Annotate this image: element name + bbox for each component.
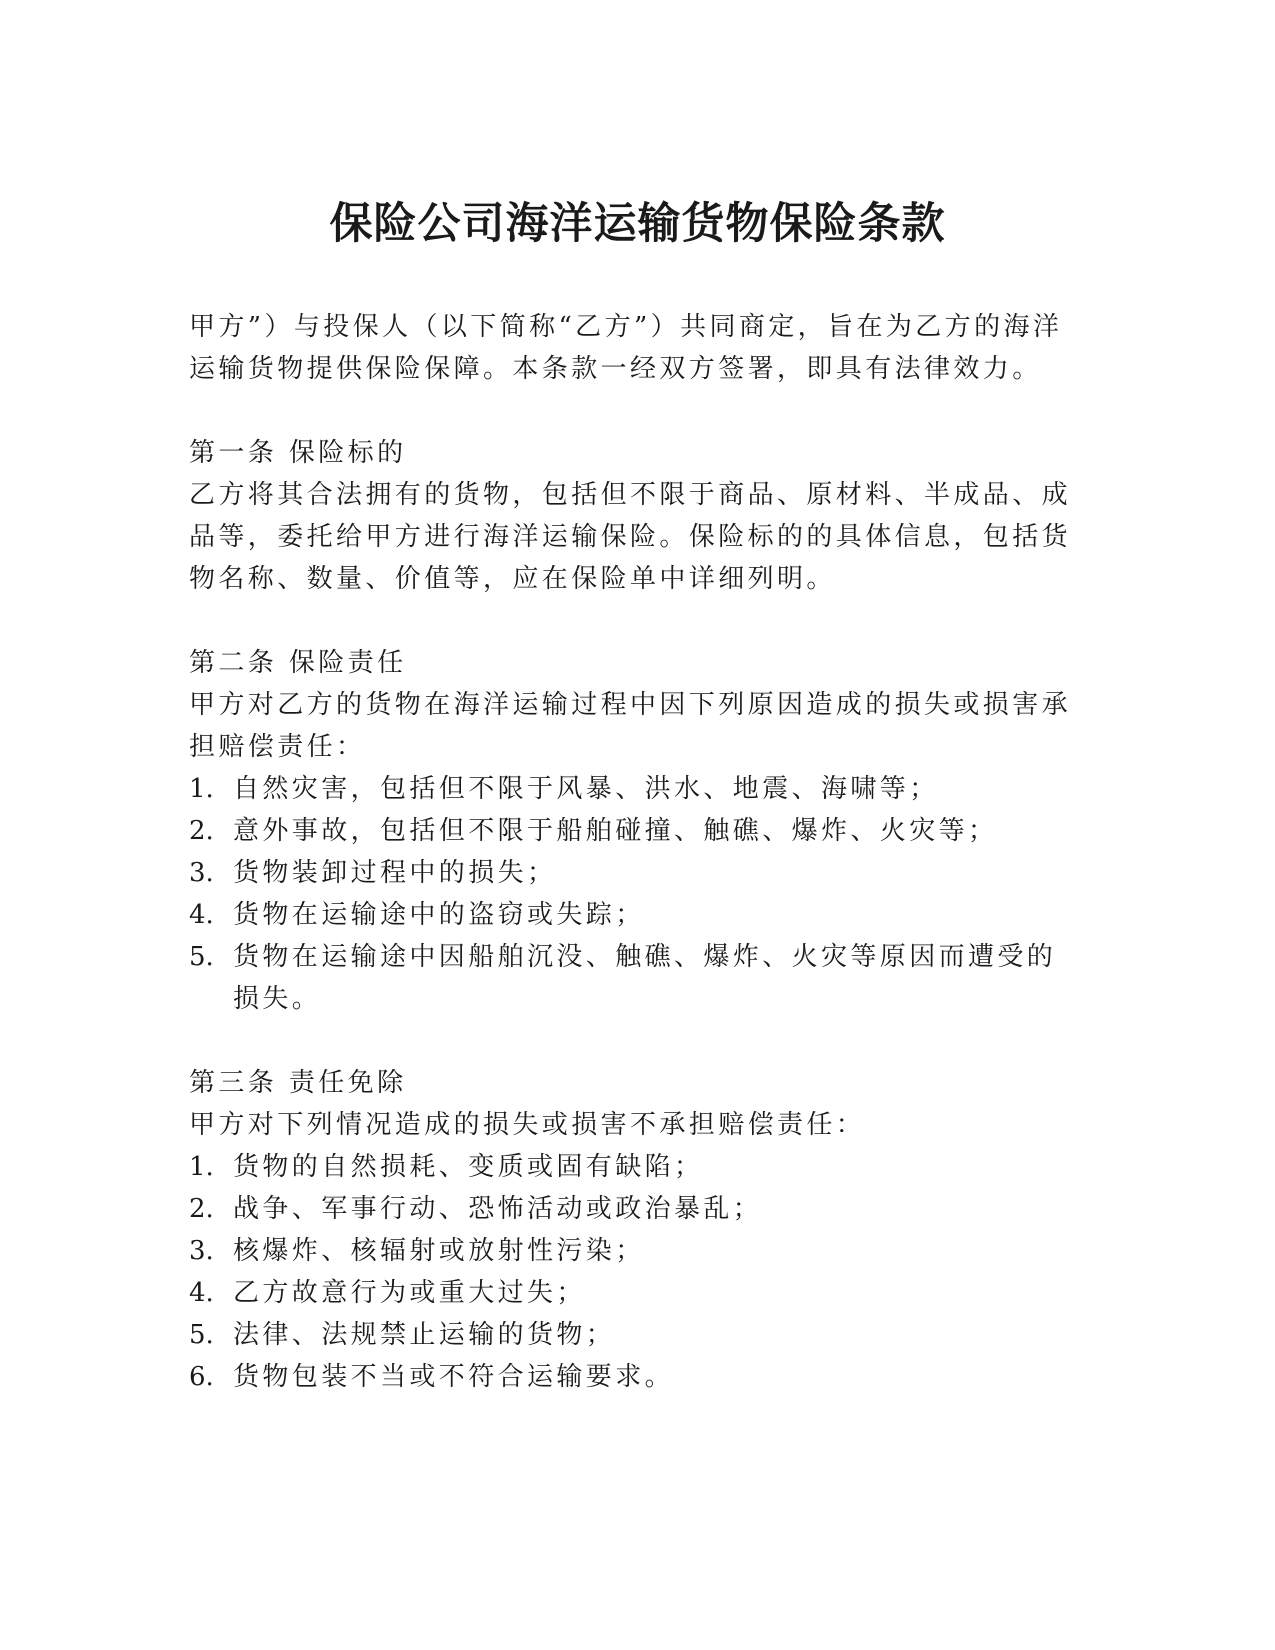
list-item-text: 货物的自然损耗、变质或固有缺陷；: [233, 1152, 704, 1182]
list-item-text: 法律、法规禁止运输的货物；: [233, 1320, 616, 1350]
list-item-text: 核爆炸、核辐射或放射性污染；: [233, 1236, 645, 1266]
section-2: [189, 642, 1074, 1020]
section-paragraph: 甲方对乙方的货物在海洋运输过程中因下列原因造成的损失或损害承担赔偿责任：: [189, 690, 1072, 762]
list-item: [189, 768, 1074, 810]
document-body: [189, 306, 1074, 1398]
list-item: [189, 936, 1074, 1020]
list-item-number: 2.: [189, 816, 214, 846]
section-1: [189, 432, 1074, 600]
section-spacer: [189, 390, 1074, 432]
list-item: [189, 1272, 1074, 1314]
list-item-number: 1.: [189, 1152, 214, 1182]
section-heading: 第一条 保险标的: [189, 438, 407, 468]
list-item-text: 自然灾害，包括但不限于风暴、洪水、地震、海啸等；: [233, 774, 939, 804]
list-item-number: 5.: [189, 942, 214, 972]
intro-paragraph: 甲方”）与投保人（以下简称“乙方”）共同商定，旨在为乙方的海洋运输货物提供保险保障。本条款一经双方签署，即具有法律效力。: [189, 312, 1063, 384]
list-item: [189, 852, 1074, 894]
list-item-text: 货物在运输途中的盗窃或失踪；: [233, 900, 645, 930]
list-item-number: 3.: [189, 1236, 214, 1266]
list-item-text: 战争、军事行动、恐怖活动或政治暴乱；: [233, 1194, 763, 1224]
list-item-text: 货物包装不当或不符合运输要求。: [233, 1362, 675, 1392]
list-item: [189, 1188, 1074, 1230]
list-item-number: 6.: [189, 1362, 214, 1392]
exclusion-list: [189, 1146, 1074, 1398]
section-spacer: [189, 1020, 1074, 1062]
list-item-number: 4.: [189, 900, 214, 930]
list-item-number: 2.: [189, 1194, 214, 1224]
list-item-number: 3.: [189, 858, 214, 888]
document-title: 保险公司海洋运输货物保险条款: [329, 199, 946, 249]
list-item: [189, 1314, 1074, 1356]
section-heading: 第三条 责任免除: [189, 1068, 407, 1098]
section-paragraph: 乙方将其合法拥有的货物，包括但不限于商品、原材料、半成品、成品等，委托给甲方进行海洋运输保险。保险标的的具体信息，包括货物名称、数量、价值等，应在保险单中详细列明。: [189, 480, 1072, 594]
list-item: [189, 894, 1074, 936]
list-item-text: 乙方故意行为或重大过失；: [233, 1278, 586, 1308]
liability-list: [189, 768, 1074, 1020]
list-item-number: 1.: [189, 774, 214, 804]
list-item-text: 货物在运输途中因船舶沉没、触礁、爆炸、火灾等原因而遭受的损失。: [233, 942, 1057, 1014]
list-item: [189, 810, 1074, 852]
list-item-text: 意外事故，包括但不限于船舶碰撞、触礁、爆炸、火灾等；: [233, 816, 998, 846]
section-heading: 第二条 保险责任: [189, 648, 407, 678]
section-paragraph: 甲方对下列情况造成的损失或损害不承担赔偿责任：: [189, 1110, 866, 1140]
list-item-number: 5.: [189, 1320, 214, 1350]
section-spacer: [189, 600, 1074, 642]
section-3: [189, 1062, 1074, 1398]
list-item-text: 货物装卸过程中的损失；: [233, 858, 557, 888]
list-item: [189, 1230, 1074, 1272]
list-item-number: 4.: [189, 1278, 214, 1308]
list-item: [189, 1146, 1074, 1188]
list-item: [189, 1356, 1074, 1398]
